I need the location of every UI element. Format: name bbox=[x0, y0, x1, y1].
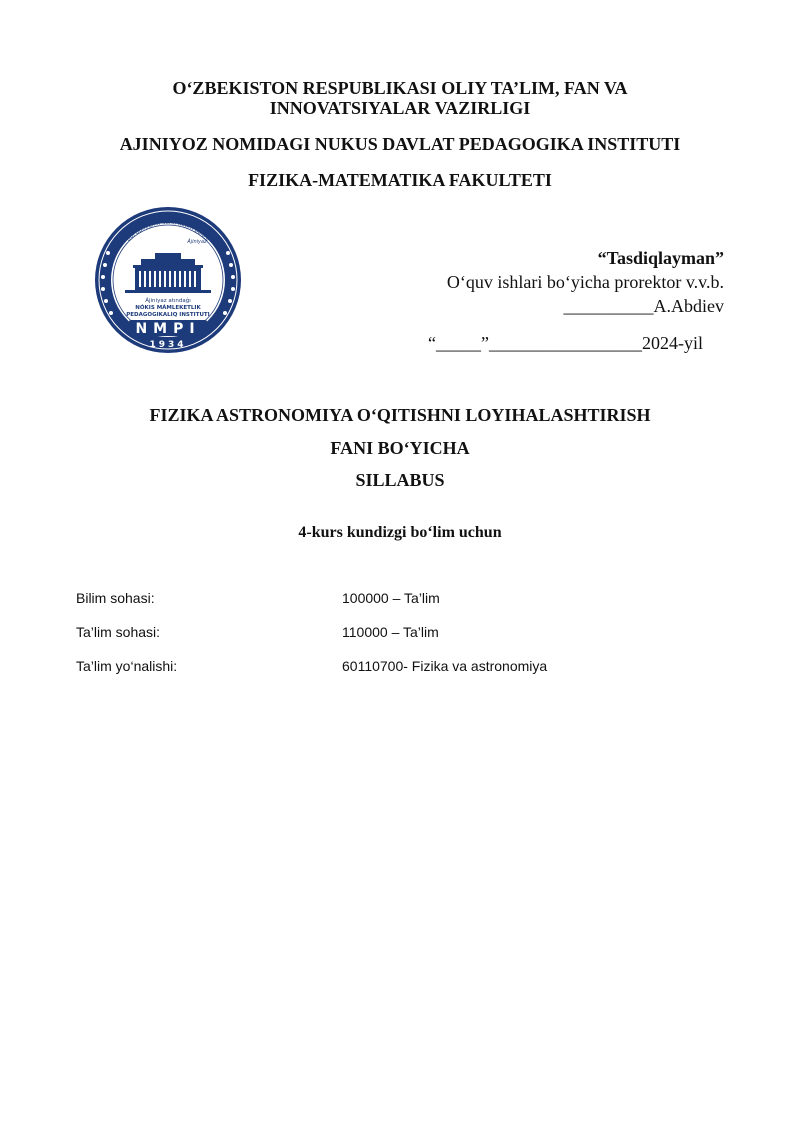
seal-top-text: Bul dúnyaniń kórki adam balası bbox=[125, 219, 211, 243]
institute-title: AJINIYOZ NOMIDAGI NUKUS DAVLAT PEDAGOGIKA INSTITUTI bbox=[119, 134, 681, 154]
info-label: Ta’lim sohasi: bbox=[76, 624, 161, 640]
seal-abbr: NMPI bbox=[135, 321, 201, 337]
approval-title: “Tasdiqlayman” bbox=[597, 248, 724, 268]
seal-name-line-1: Ájiniyaz atındaǵı bbox=[145, 298, 191, 304]
ministry-line-1: O‘ZBEKISTON RESPUBLIKASI OLIY TA’LIM, FAN VA bbox=[172, 78, 628, 98]
info-value: 100000 – Ta’lim bbox=[342, 590, 440, 606]
seal-name-line-2: NÓKIS MÁMLEKETLIK bbox=[135, 305, 201, 311]
info-value: 60110700- Fizika va astronomiya bbox=[342, 658, 548, 674]
approval-position: O‘quv ishlari bo‘yicha prorektor v.v.b. bbox=[446, 272, 724, 292]
ministry-title bbox=[0, 78, 800, 118]
document-type: SILLABUS bbox=[355, 470, 445, 490]
info-label: Ta’lim yo‘nalishi: bbox=[76, 658, 178, 674]
info-label: Bilim sohasi: bbox=[76, 590, 155, 606]
approval-block bbox=[447, 246, 724, 318]
approval-signature: __________A.Abdiev bbox=[563, 296, 724, 316]
approval-date: “_____”_________________2024-yil bbox=[428, 333, 703, 353]
course-title-line-2: FANI BO‘YICHA bbox=[330, 438, 470, 458]
course-audience: 4-kurs kundizgi bo‘lim uchun bbox=[298, 524, 502, 541]
course-title-line-1: FIZIKA ASTRONOMIYA O‘QITISHNI LOYIHALASHTIRISH bbox=[149, 405, 651, 425]
seal-year: 1934 bbox=[149, 340, 187, 350]
seal-name-line-3: PEDAGOGIKALIQ INSTITUTI bbox=[126, 312, 210, 318]
info-value: 110000 – Ta’lim bbox=[342, 624, 439, 640]
institute-seal-logo bbox=[93, 205, 243, 355]
ministry-line-2: INNOVATSIYALAR VAZIRLIGI bbox=[269, 98, 531, 118]
seal-author-text: Ájiniyaz bbox=[187, 239, 207, 245]
faculty-title: FIZIKA-MATEMATIKA FAKULTETI bbox=[248, 170, 552, 190]
